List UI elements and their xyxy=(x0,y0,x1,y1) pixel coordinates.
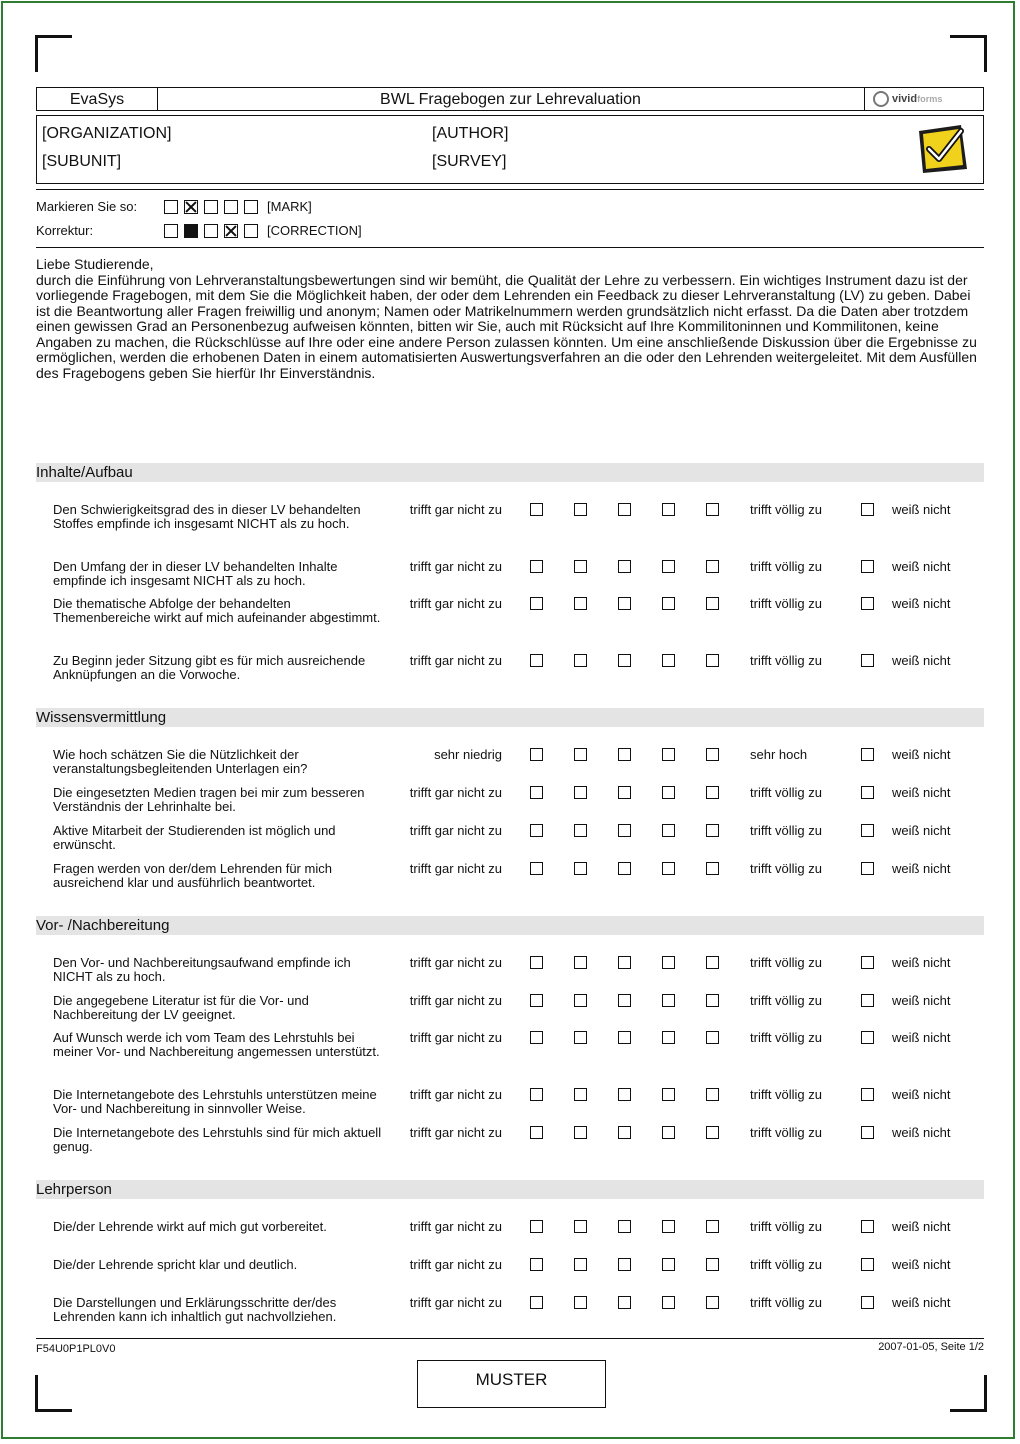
rating-checkbox-2[interactable] xyxy=(574,786,587,799)
question-row xyxy=(0,861,1020,890)
question-text: Die angegebene Literatur ist für die Vor- und Nachbereitung der LV geeignet. xyxy=(53,993,309,1022)
rating-checkbox-5[interactable] xyxy=(706,597,719,610)
rating-checkbox-3[interactable] xyxy=(618,994,631,1007)
question-text: Die Internetangebote des Lehrstuhls sind für mich aktuell genug. xyxy=(53,1125,382,1154)
example-box-empty xyxy=(164,224,178,238)
rating-checkbox-4[interactable] xyxy=(662,824,675,837)
question-text: Die eingesetzten Medien tragen bei mir zum besseren Verständnis der Lehrinhalte bei. xyxy=(53,785,365,814)
form-code: F54U0P1PL0V0 xyxy=(36,1343,116,1355)
rating-checkbox-1[interactable] xyxy=(530,994,543,1007)
scale-high-label: trifft völlig zu xyxy=(750,823,823,838)
rating-checkbox-1[interactable] xyxy=(530,560,543,573)
scale-low-label: trifft gar nicht zu xyxy=(409,993,502,1008)
rating-checkbox-1[interactable] xyxy=(530,824,543,837)
scale-high-label: trifft völlig zu xyxy=(750,1295,823,1310)
rating-checkbox-5[interactable] xyxy=(706,1220,719,1233)
rating-checkbox-1[interactable] xyxy=(530,597,543,610)
corner-mark-bottom-right xyxy=(950,1375,987,1412)
scale-low-label: trifft gar nicht zu xyxy=(409,1125,502,1140)
example-box-empty xyxy=(204,224,218,238)
question-text: Den Schwierigkeitsgrad des in dieser LV behandelten Stoffes empfinde ich insgesamt NICHT als zu hoch. xyxy=(53,502,361,531)
rating-checkbox-4[interactable] xyxy=(662,862,675,875)
muster-stamp: MUSTER xyxy=(417,1360,606,1408)
example-box-empty xyxy=(244,200,258,214)
question-row xyxy=(0,559,1020,588)
intro-text xyxy=(36,257,988,381)
question-row xyxy=(0,1220,1020,1240)
author-field: [AUTHOR] xyxy=(432,125,509,142)
scale-low-label: trifft gar nicht zu xyxy=(409,861,502,876)
rating-checkbox-1[interactable] xyxy=(530,956,543,969)
divider xyxy=(36,247,984,248)
scale-high-label: trifft völlig zu xyxy=(750,785,823,800)
scale-high-label: trifft völlig zu xyxy=(750,1030,823,1045)
scale-high-label: trifft völlig zu xyxy=(750,1125,823,1140)
scale-low-label: trifft gar nicht zu xyxy=(409,653,502,668)
dont-know-label: weiß nicht xyxy=(892,1125,951,1140)
question-text: Die Internetangebote des Lehrstuhls unterstützen meine Vor- und Nachbereitung in sinnvoller Weise. xyxy=(53,1087,377,1116)
page-info: 2007-01-05, Seite 1/2 xyxy=(878,1341,984,1353)
question-text: Den Vor- und Nachbereitungsaufwand empfinde ich NICHT als zu hoch. xyxy=(53,955,351,984)
question-text: Aktive Mitarbeit der Studierenden ist möglich und erwünscht. xyxy=(53,823,336,852)
logo-ring-icon xyxy=(873,91,889,107)
rating-checkbox-5[interactable] xyxy=(706,786,719,799)
question-text: Wie hoch schätzen Sie die Nützlichkeit der veranstaltungsbegleitenden Unterlagen ein? xyxy=(53,747,308,776)
question-row xyxy=(0,955,1020,984)
dont-know-checkbox[interactable] xyxy=(861,1088,874,1101)
rating-checkbox-4[interactable] xyxy=(662,956,675,969)
rating-checkbox-4[interactable] xyxy=(662,1088,675,1101)
header-info-box xyxy=(36,115,984,184)
rating-checkbox-4[interactable] xyxy=(662,1031,675,1044)
dont-know-label: weiß nicht xyxy=(892,955,951,970)
scale-low-label: sehr niedrig xyxy=(434,747,502,762)
question-row xyxy=(0,1295,1020,1324)
dont-know-checkbox[interactable] xyxy=(861,560,874,573)
rating-checkbox-5[interactable] xyxy=(706,560,719,573)
rating-checkbox-3[interactable] xyxy=(618,1126,631,1139)
question-row xyxy=(0,747,1020,776)
rating-checkbox-5[interactable] xyxy=(706,1031,719,1044)
rating-checkbox-5[interactable] xyxy=(706,654,719,667)
rating-checkbox-3[interactable] xyxy=(618,824,631,837)
rating-checkbox-2[interactable] xyxy=(574,654,587,667)
scale-high-label: trifft völlig zu xyxy=(750,502,823,517)
intro-greeting: Liebe Studierende, xyxy=(36,256,154,272)
mark-label: Markieren Sie so: xyxy=(36,199,138,214)
dont-know-label: weiß nicht xyxy=(892,1257,951,1272)
dont-know-checkbox[interactable] xyxy=(861,994,874,1007)
rating-checkbox-2[interactable] xyxy=(574,862,587,875)
dont-know-checkbox[interactable] xyxy=(861,1031,874,1044)
example-box-crossed xyxy=(184,200,198,214)
example-box-empty xyxy=(204,200,218,214)
rating-checkbox-1[interactable] xyxy=(530,503,543,516)
rating-checkbox-5[interactable] xyxy=(706,1258,719,1271)
scale-high-label: trifft völlig zu xyxy=(750,653,823,668)
rating-checkbox-4[interactable] xyxy=(662,654,675,667)
scale-high-label: trifft völlig zu xyxy=(750,1087,823,1102)
rating-checkbox-4[interactable] xyxy=(662,1296,675,1309)
scale-high-label: trifft völlig zu xyxy=(750,1219,823,1234)
dont-know-label: weiß nicht xyxy=(892,1087,951,1102)
example-box-empty xyxy=(164,200,178,214)
footer-divider xyxy=(36,1338,984,1339)
rating-checkbox-1[interactable] xyxy=(530,748,543,761)
scale-low-label: trifft gar nicht zu xyxy=(409,955,502,970)
rating-checkbox-2[interactable] xyxy=(574,956,587,969)
rating-checkbox-4[interactable] xyxy=(662,503,675,516)
scale-low-label: trifft gar nicht zu xyxy=(409,596,502,611)
scale-low-label: trifft gar nicht zu xyxy=(409,823,502,838)
rating-checkbox-2[interactable] xyxy=(574,748,587,761)
dont-know-checkbox[interactable] xyxy=(861,654,874,667)
question-text: Die thematische Abfolge der behandelten Themenbereiche wirkt auf mich aufeinander abgestimmt. xyxy=(53,596,381,625)
rating-checkbox-3[interactable] xyxy=(618,956,631,969)
rating-checkbox-3[interactable] xyxy=(618,1220,631,1233)
scale-low-label: trifft gar nicht zu xyxy=(409,1295,502,1310)
scale-high-label: trifft völlig zu xyxy=(750,559,823,574)
rating-checkbox-4[interactable] xyxy=(662,1258,675,1271)
question-row xyxy=(0,785,1020,814)
rating-checkbox-4[interactable] xyxy=(662,994,675,1007)
question-row xyxy=(0,1125,1020,1154)
dont-know-label: weiß nicht xyxy=(892,993,951,1008)
mark-example-boxes xyxy=(164,198,264,214)
rating-checkbox-1[interactable] xyxy=(530,1220,543,1233)
scale-high-label: trifft völlig zu xyxy=(750,861,823,876)
example-box-empty xyxy=(244,224,258,238)
dont-know-label: weiß nicht xyxy=(892,785,951,800)
rating-checkbox-5[interactable] xyxy=(706,503,719,516)
question-text: Auf Wunsch werde ich vom Team des Lehrstuhls bei meiner Vor- und Nachbereitung angemessen unterstützt. xyxy=(53,1030,380,1059)
corner-mark-top-left xyxy=(35,35,72,72)
scale-low-label: trifft gar nicht zu xyxy=(409,1257,502,1272)
rating-checkbox-3[interactable] xyxy=(618,597,631,610)
scale-high-label: trifft völlig zu xyxy=(750,1257,823,1272)
dont-know-label: weiß nicht xyxy=(892,1295,951,1310)
rating-checkbox-1[interactable] xyxy=(530,862,543,875)
dont-know-checkbox[interactable] xyxy=(861,503,874,516)
rating-checkbox-1[interactable] xyxy=(530,654,543,667)
rating-checkbox-2[interactable] xyxy=(574,1088,587,1101)
dont-know-label: weiß nicht xyxy=(892,823,951,838)
question-row xyxy=(0,653,1020,682)
rating-checkbox-3[interactable] xyxy=(618,1296,631,1309)
section-header: Inhalte/Aufbau xyxy=(36,463,984,482)
vividforms-logo: vividforms xyxy=(865,89,983,109)
rating-checkbox-4[interactable] xyxy=(662,748,675,761)
question-text: Die/der Lehrende spricht klar und deutlich. xyxy=(53,1257,298,1272)
question-row xyxy=(0,1030,1020,1059)
corner-mark-top-right xyxy=(950,35,987,72)
dont-know-checkbox[interactable] xyxy=(861,1220,874,1233)
rating-checkbox-3[interactable] xyxy=(618,862,631,875)
rating-checkbox-2[interactable] xyxy=(574,503,587,516)
correction-label: Korrektur: xyxy=(36,223,94,238)
section-header: Vor- /Nachbereitung xyxy=(36,916,984,935)
question-row xyxy=(0,596,1020,625)
checkmark-logo-icon xyxy=(917,123,969,175)
dont-know-checkbox[interactable] xyxy=(861,1126,874,1139)
rating-checkbox-4[interactable] xyxy=(662,786,675,799)
dont-know-label: weiß nicht xyxy=(892,559,951,574)
rating-checkbox-1[interactable] xyxy=(530,1126,543,1139)
rating-checkbox-5[interactable] xyxy=(706,748,719,761)
rating-checkbox-5[interactable] xyxy=(706,824,719,837)
rating-checkbox-3[interactable] xyxy=(618,748,631,761)
header-bar xyxy=(36,87,984,111)
rating-checkbox-3[interactable] xyxy=(618,1088,631,1101)
corner-mark-bottom-left xyxy=(35,1375,72,1412)
rating-checkbox-2[interactable] xyxy=(574,1031,587,1044)
question-row xyxy=(0,993,1020,1022)
rating-checkbox-5[interactable] xyxy=(706,1126,719,1139)
app-name: EvaSys xyxy=(37,88,158,110)
rating-checkbox-2[interactable] xyxy=(574,994,587,1007)
question-text: Den Umfang der in dieser LV behandelten Inhalte empfinde ich insgesamt NICHT als zu hoch. xyxy=(53,559,338,588)
divider xyxy=(36,189,984,190)
question-row xyxy=(0,1258,1020,1278)
rating-checkbox-3[interactable] xyxy=(618,560,631,573)
dont-know-checkbox[interactable] xyxy=(861,824,874,837)
rating-checkbox-3[interactable] xyxy=(618,1031,631,1044)
rating-checkbox-2[interactable] xyxy=(574,824,587,837)
question-text: Die/der Lehrende wirkt auf mich gut vorbereitet. xyxy=(53,1219,327,1234)
rating-checkbox-4[interactable] xyxy=(662,1126,675,1139)
rating-checkbox-1[interactable] xyxy=(530,1031,543,1044)
rating-checkbox-5[interactable] xyxy=(706,956,719,969)
scale-low-label: trifft gar nicht zu xyxy=(409,1087,502,1102)
rating-checkbox-3[interactable] xyxy=(618,1258,631,1271)
dont-know-label: weiß nicht xyxy=(892,653,951,668)
dont-know-label: weiß nicht xyxy=(892,596,951,611)
rating-checkbox-2[interactable] xyxy=(574,560,587,573)
correction-example-boxes xyxy=(164,222,264,238)
question-row xyxy=(0,1087,1020,1116)
rating-checkbox-1[interactable] xyxy=(530,1258,543,1271)
scale-high-label: trifft völlig zu xyxy=(750,993,823,1008)
organization-field: [ORGANIZATION] xyxy=(42,125,172,142)
dont-know-label: weiß nicht xyxy=(892,502,951,517)
scale-low-label: trifft gar nicht zu xyxy=(409,1030,502,1045)
rating-checkbox-4[interactable] xyxy=(662,560,675,573)
example-box-crossed xyxy=(224,224,238,238)
dont-know-label: weiß nicht xyxy=(892,1219,951,1234)
rating-checkbox-5[interactable] xyxy=(706,1296,719,1309)
scale-high-label: trifft völlig zu xyxy=(750,955,823,970)
dont-know-label: weiß nicht xyxy=(892,1030,951,1045)
dont-know-checkbox[interactable] xyxy=(861,1296,874,1309)
rating-checkbox-1[interactable] xyxy=(530,1296,543,1309)
mark-tag: [MARK] xyxy=(267,199,312,214)
intro-paragraph: durch die Einführung von Lehrveranstaltungsbewertungen sind wir bemüht, die Qualität der Lehre zu verbessern. Ein wichtiges Instrument dazu ist der vorliegende Fragebogen, mit dem Sie die Möglichkeit haben, der oder dem Lehrenden ein Feedback zu dieser Lehrveranstaltung (LV) zu geben. Dabei ist die Beantwortung aller Fragen freiwillig und anonym; Namen oder Matrikelnummern werden grundsätzlich nicht erfasst. Da die Daten aber trotzdem einen gewissen Grad an Personenbezug aufweisen könnten, bitten wir Sie, auch mit Rücksicht auf Ihre Kommilitoninnen und Kommilitonen, keine Angaben zu machen, die Rückschlüsse auf Ihre oder eine andere Person zulassen könnten. Um eine anschließende Diskussion über die Ergebnisse zu ermöglichen, werden die erhobenen Daten in einem automatisierten Auswertungsverfahren an die oder den Lehrenden weitergeleitet. Mit dem Ausfüllen des Fragebogens geben Sie hierfür Ihr Einverständnis. xyxy=(36,271,977,381)
subunit-field: [SUBUNIT] xyxy=(42,153,122,170)
question-row xyxy=(0,823,1020,852)
dont-know-checkbox[interactable] xyxy=(861,786,874,799)
dont-know-label: weiß nicht xyxy=(892,861,951,876)
survey-field: [SURVEY] xyxy=(432,153,507,170)
rating-checkbox-2[interactable] xyxy=(574,1296,587,1309)
rating-checkbox-5[interactable] xyxy=(706,862,719,875)
question-text: Zu Beginn jeder Sitzung gibt es für mich ausreichende Anknüpfungen an die Vorwoche. xyxy=(53,653,366,682)
rating-checkbox-2[interactable] xyxy=(574,597,587,610)
form-title: BWL Fragebogen zur Lehrevaluation xyxy=(157,88,865,110)
scale-low-label: trifft gar nicht zu xyxy=(409,1219,502,1234)
rating-checkbox-3[interactable] xyxy=(618,503,631,516)
rating-checkbox-5[interactable] xyxy=(706,1088,719,1101)
rating-checkbox-1[interactable] xyxy=(530,1088,543,1101)
scale-high-label: sehr hoch xyxy=(750,747,808,762)
scale-high-label: trifft völlig zu xyxy=(750,596,823,611)
question-row xyxy=(0,502,1020,531)
question-text: Fragen werden von der/dem Lehrenden für mich ausreichend klar und ausführlich beantwortet. xyxy=(53,861,332,890)
example-box-filled xyxy=(184,224,198,238)
rating-checkbox-2[interactable] xyxy=(574,1220,587,1233)
rating-checkbox-5[interactable] xyxy=(706,994,719,1007)
dont-know-checkbox[interactable] xyxy=(861,597,874,610)
rating-checkbox-4[interactable] xyxy=(662,1220,675,1233)
scale-low-label: trifft gar nicht zu xyxy=(409,785,502,800)
dont-know-checkbox[interactable] xyxy=(861,1258,874,1271)
dont-know-checkbox[interactable] xyxy=(861,862,874,875)
scale-low-label: trifft gar nicht zu xyxy=(409,502,502,517)
dont-know-label: weiß nicht xyxy=(892,747,951,762)
rating-checkbox-4[interactable] xyxy=(662,597,675,610)
correction-tag: [CORRECTION] xyxy=(267,223,362,238)
scale-low-label: trifft gar nicht zu xyxy=(409,559,502,574)
rating-checkbox-2[interactable] xyxy=(574,1258,587,1271)
example-box-empty xyxy=(224,200,238,214)
rating-checkbox-3[interactable] xyxy=(618,654,631,667)
section-header: Wissensvermittlung xyxy=(36,708,984,727)
dont-know-checkbox[interactable] xyxy=(861,748,874,761)
question-text: Die Darstellungen und Erklärungsschritte der/des Lehrenden kann ich inhaltlich gut nachvollziehen. xyxy=(53,1295,337,1324)
dont-know-checkbox[interactable] xyxy=(861,956,874,969)
rating-checkbox-2[interactable] xyxy=(574,1126,587,1139)
section-header: Lehrperson xyxy=(36,1180,984,1199)
rating-checkbox-1[interactable] xyxy=(530,786,543,799)
rating-checkbox-3[interactable] xyxy=(618,786,631,799)
